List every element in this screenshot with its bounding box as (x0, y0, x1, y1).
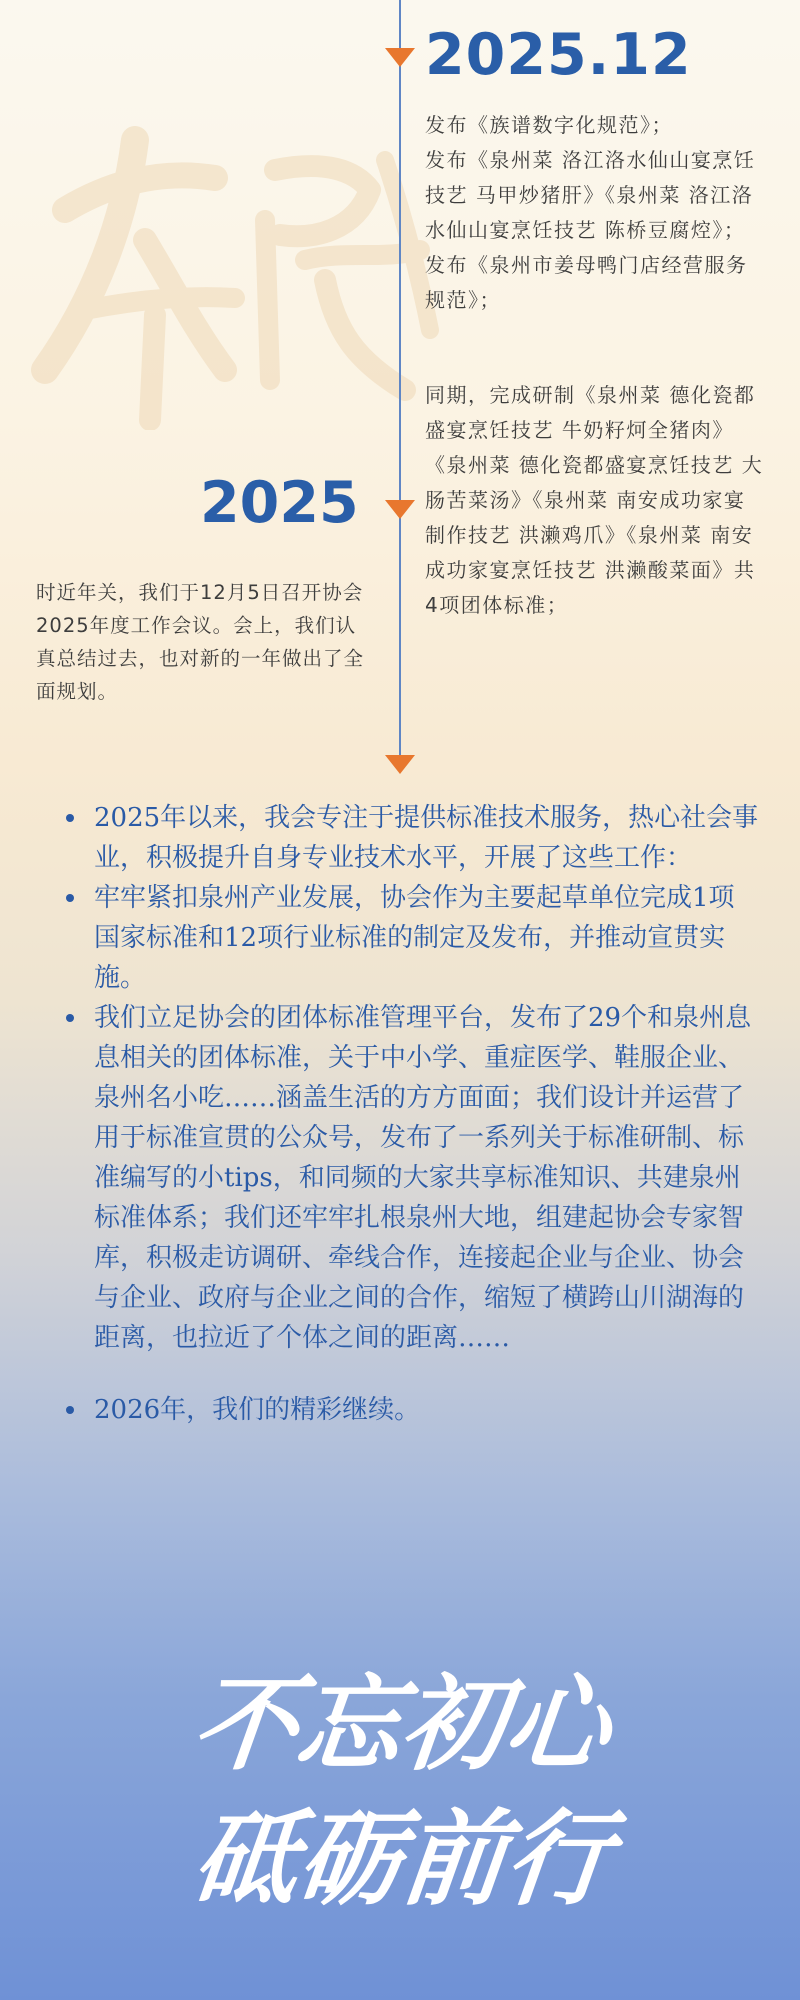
background-calligraphy-art (25, 100, 445, 430)
bullet-dot-icon (66, 894, 74, 902)
timeline-arrow-top-icon (385, 48, 415, 67)
timeline-entries-top (425, 108, 765, 318)
slogan-calligraphy (160, 1640, 660, 1940)
list-item-text: 牢牢紧扣泉州产业发展，协会作为主要起草单位完成1项国家标准和12项行业标准的制定及发布，并推动宣贯实施。 (94, 883, 735, 993)
timeline-arrow-mid-icon (385, 500, 415, 519)
list-item (60, 798, 760, 878)
timeline-entry-second: 同期，完成研制《泉州菜 德化瓷都盛宴烹饪技艺 牛奶籽炣全猪肉》《泉州菜 德化瓷都盛宴烹饪技艺 大肠苦菜汤》《泉州菜 南安成功家宴制作技艺 洪濑鸡爪》《泉州菜 南安成功家宴烹饪技艺 洪濑酸菜面》共4项团体标准； (425, 383, 764, 617)
timeline-entry: 发布《泉州市姜母鸭门店经营服务规范》； (425, 253, 748, 312)
timeline-arrow-bottom-icon (385, 755, 415, 774)
bullet-dot-icon (66, 1406, 74, 1414)
work-summary-list (60, 798, 760, 1430)
slogan-line-2: 砥砺前行 (187, 1797, 617, 1920)
list-item (60, 998, 760, 1358)
year-label-2025-12: 2025.12 (425, 22, 692, 88)
timeline-line (399, 0, 401, 760)
year-label-2025: 2025 (200, 470, 359, 536)
list-item (60, 878, 760, 998)
list-item (60, 1390, 760, 1430)
timeline-entry: 发布《族谱数字化规范》； (425, 113, 673, 137)
slogan-line-1: 不忘初心 (186, 1662, 616, 1785)
list-item-text: 我们立足协会的团体标准管理平台，发布了29个和泉州息息相关的团体标准，关于中小学、重症医学、鞋服企业、泉州名小吃……涵盖生活的方方面面；我们设计并运营了用于标准宣贯的公众号，发布了一系列关于标准研制、标准编写的小tips，和同频的大家共享标准知识、共建泉州标准体系；我们还牢牢扎根泉州大地，组建起协会专家智库，积极走访调研、牵线合作，连接起企业与企业、协会与企业、政府与企业之间的合作，缩短了横跨山川湖海的距离，也拉近了个体之间的距离…… (94, 1003, 752, 1353)
bullet-dot-icon (66, 1014, 74, 1022)
timeline-entry: 发布《泉州菜 洛江洛水仙山宴烹饪技艺 马甲炒猪肝》《泉州菜 洛江洛水仙山宴烹饪技艺 陈桥豆腐焢》； (425, 148, 756, 242)
list-item-text: 2026年，我们的精彩继续。 (94, 1395, 421, 1425)
meeting-note: 时近年关，我们于12月5日召开协会2025年度工作会议。会上，我们认真总结过去，也对新的一年做出了全面规划。 (36, 581, 365, 703)
bullet-dot-icon (66, 814, 74, 822)
list-item-text: 2025年以来，我会专注于提供标准技术服务，热心社会事业，积极提升自身专业技术水平，开展了这些工作： (94, 803, 759, 873)
